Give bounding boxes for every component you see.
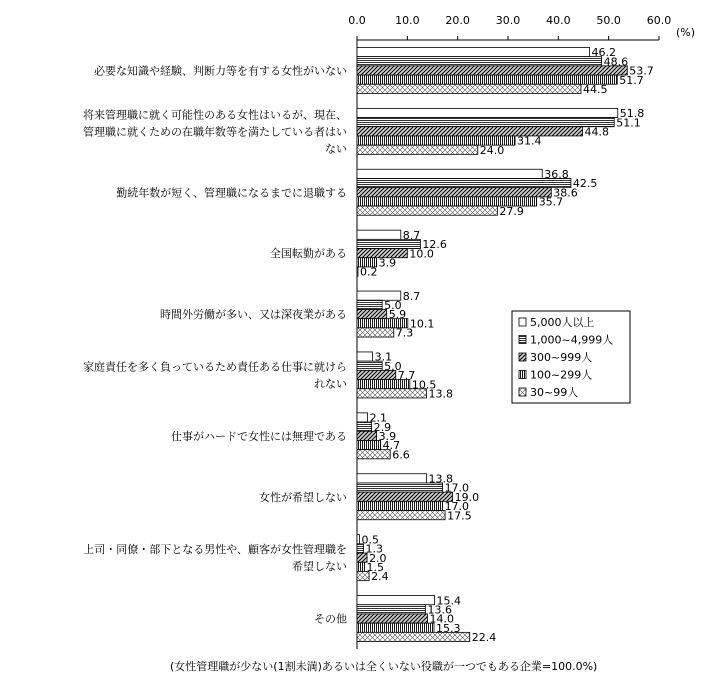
legend-label: 30~99人: [530, 386, 579, 399]
bar: [357, 413, 368, 422]
bar: [357, 328, 394, 337]
bar: [357, 614, 427, 623]
data-label: 13.6: [427, 603, 452, 617]
data-label: 42.5: [572, 177, 598, 191]
x-tick-label: 0.0: [348, 14, 366, 27]
category-label: ない: [325, 142, 347, 156]
bar: [357, 145, 478, 154]
bar: [357, 230, 401, 239]
data-label: 48.6: [603, 55, 629, 69]
data-label: 31.4: [517, 134, 542, 148]
data-label: 19.0: [454, 490, 480, 504]
bar: [357, 188, 551, 197]
bar: [357, 267, 358, 276]
category-label: 上司・同僚・部下となる男性や、顧客が女性管理職を: [83, 543, 347, 557]
legend-swatch: [519, 388, 526, 396]
data-label: 2.1: [369, 411, 388, 425]
data-label: 0.5: [361, 533, 380, 547]
bar: [357, 605, 425, 614]
data-label: 6.6: [392, 448, 410, 462]
data-label: 1.3: [365, 542, 384, 556]
x-tick-label: 50.0: [596, 14, 621, 27]
legend-label: 5,000人以上: [530, 316, 595, 329]
data-label: 27.9: [499, 204, 524, 218]
data-label: 15.4: [436, 594, 462, 608]
data-label: 10.0: [409, 247, 434, 261]
x-tick-label: 40.0: [546, 14, 571, 27]
category-label: 女性が希望しない: [259, 490, 347, 504]
footnote: (女性管理職が少ない(1割未満)あるいは全くいない役職が一つでもある企業=100.0%): [170, 660, 598, 673]
data-label: 5.0: [384, 359, 402, 373]
bar: [357, 623, 434, 632]
data-label: 10.5: [411, 378, 437, 392]
data-label: 0.2: [360, 265, 378, 279]
bar: [357, 474, 426, 483]
bar: [357, 492, 453, 501]
bar: [357, 535, 360, 544]
bar: [357, 511, 445, 520]
x-tick-label: 20.0: [445, 14, 470, 27]
data-label: 44.5: [582, 82, 608, 96]
bar: [357, 206, 497, 215]
category-label: 管理職に就くための在職年数等を満たしている者はい: [83, 125, 347, 139]
data-label: 3.9: [378, 429, 397, 443]
data-label: 13.8: [428, 387, 453, 401]
data-label: 10.1: [409, 317, 435, 331]
bar: [357, 47, 590, 56]
bar: [357, 178, 571, 187]
category-label: 必要な知識や経験、判断力等を有する女性がいない: [94, 64, 347, 78]
data-label: 12.6: [422, 238, 447, 252]
legend-swatch: [519, 371, 526, 379]
data-label: 8.7: [402, 228, 421, 242]
data-label: 17.5: [447, 509, 472, 523]
data-label: 7.3: [395, 326, 414, 340]
data-label: 7.7: [397, 369, 416, 383]
data-label: 53.7: [629, 64, 654, 78]
data-label: 3.1: [374, 350, 393, 364]
data-label: 24.0: [479, 143, 505, 157]
category-label: 時間外労働が多い、又は深夜業がある: [160, 308, 347, 322]
data-label: 44.8: [584, 125, 609, 139]
legend-swatch: [519, 318, 526, 326]
data-label: 46.2: [591, 46, 617, 60]
x-tick-label: 60.0: [646, 14, 672, 27]
data-label: 51.8: [619, 107, 645, 121]
legend-label: 1,000~4,999人: [530, 333, 614, 347]
bar: [357, 169, 542, 178]
legend-swatch: [519, 353, 526, 361]
bar: [357, 440, 381, 449]
data-label: 22.4: [471, 631, 497, 645]
bar: [357, 66, 627, 75]
bar: [357, 309, 387, 318]
legend-swatch: [519, 336, 526, 344]
category-label: 希望しない: [292, 560, 347, 574]
data-label: 8.7: [402, 289, 421, 303]
bar: [357, 501, 443, 510]
data-label: 2.0: [369, 551, 387, 565]
bar: [357, 75, 617, 84]
category-label: 将来管理職に就く可能性のある女性はいるが、現在、: [83, 108, 347, 122]
bar: [357, 84, 581, 93]
bar: [357, 127, 582, 136]
data-label: 51.7: [619, 73, 644, 87]
x-tick-label: 30.0: [495, 14, 521, 27]
legend-label: 300~999人: [530, 351, 593, 364]
data-label: 3.9: [378, 256, 397, 270]
data-label: 13.8: [428, 472, 453, 486]
bar: [357, 300, 382, 309]
data-label: 51.1: [616, 116, 641, 130]
bar: [357, 57, 602, 66]
data-label: 17.0: [444, 500, 470, 514]
x-tick-label: 10.0: [395, 14, 420, 27]
data-label: 36.8: [544, 167, 569, 181]
category-label: 全国転勤がある: [270, 247, 347, 261]
bar: [357, 108, 618, 117]
data-label: 17.0: [444, 481, 470, 495]
category-label: その他: [314, 612, 347, 626]
data-label: 1.5: [366, 560, 385, 574]
bar: [357, 352, 373, 361]
legend-label: 100~299人: [530, 368, 593, 382]
category-label: れない: [314, 377, 347, 391]
bar: [357, 596, 435, 605]
data-label: 14.0: [429, 612, 454, 626]
data-label: 5.9: [388, 308, 407, 322]
data-label: 4.7: [382, 439, 401, 453]
bar: [357, 562, 365, 571]
category-label: 仕事がハードで女性には無理である: [171, 429, 347, 443]
data-label: 35.7: [538, 195, 564, 209]
data-label: 38.6: [553, 186, 578, 200]
category-label: 家庭責任を多く負っているため責任ある仕事に就けら: [83, 360, 347, 374]
data-label: 2.9: [373, 420, 392, 434]
unit-label: (%): [676, 26, 696, 39]
data-label: 15.3: [436, 621, 461, 635]
category-label: 勤続年数が短く、管理職になるまでに退職する: [116, 186, 347, 200]
data-label: 2.4: [371, 570, 389, 584]
bar: [357, 118, 614, 127]
data-label: 5.0: [384, 298, 402, 312]
